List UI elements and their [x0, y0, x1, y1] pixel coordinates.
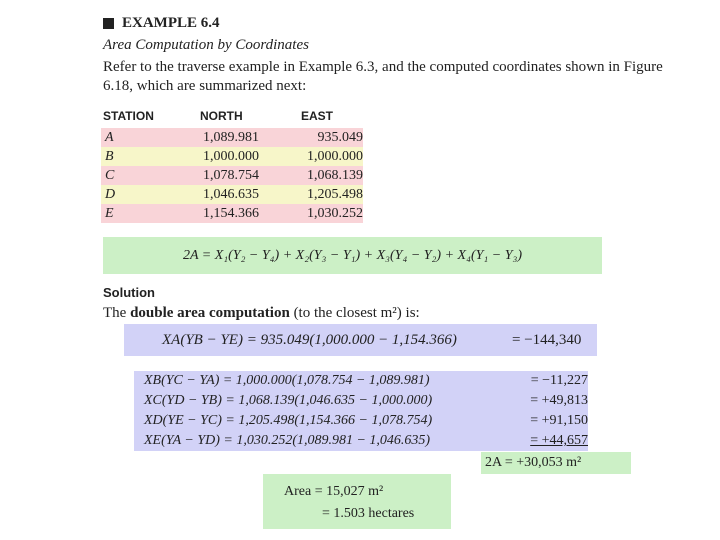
table-row: [101, 166, 363, 185]
station-cell: D: [105, 187, 116, 202]
table-row: [101, 147, 363, 166]
east-cell: 1,068.139: [307, 168, 363, 183]
north-cell: 1,046.635: [203, 187, 259, 202]
double-area-total-text: 2A = +30,053 m²: [485, 455, 582, 470]
computation-result: = +44,657: [530, 433, 588, 448]
computation-expression: XD(YE − YC) = 1,205.498(1,154.366 − 1,078.754): [144, 413, 433, 428]
table-row: [101, 128, 363, 147]
computation-row: [134, 431, 588, 450]
east-cell: 1,000.000: [307, 149, 363, 164]
station-cell: E: [105, 206, 114, 221]
east-cell: 1,205.498: [307, 187, 363, 202]
solution-label: Solution: [103, 285, 155, 300]
station-column-header: STATION: [103, 109, 154, 123]
north-cell: 1,154.366: [203, 206, 259, 221]
table-row: [101, 204, 363, 223]
computation-expression: XC(YD − YB) = 1,068.139(1,046.635 − 1,000.000): [144, 393, 433, 408]
area-hectares: = 1.503 hectares: [322, 506, 415, 521]
solution-text: [103, 305, 420, 322]
solution-text-bold: double area computation: [130, 305, 290, 321]
double-area-formula: 2A = X₁(Y₂ − Y₄) + X₂(Y₃ − Y₁) + X₃(Y₄ − Y₂) + X₄(Y₁ − Y₃): [103, 237, 602, 274]
station-cell: A: [105, 130, 114, 145]
example-subtitle: Area Computation by Coordinates: [103, 37, 309, 53]
solution-text-prefix: The: [103, 305, 131, 321]
north-cell: 1,089.981: [203, 130, 259, 145]
north-column-header: NORTH: [200, 109, 243, 123]
computation-rows: [134, 371, 588, 451]
computation-result: = +49,813: [530, 393, 588, 408]
computation-expression: XA(YB − YE) = 935.049(1,000.000 − 1,154.366): [162, 332, 457, 348]
computation-expression: XE(YA − YD) = 1,030.252(1,089.981 − 1,046.635): [144, 433, 431, 448]
double-area-total: [481, 452, 631, 474]
east-cell: 1,030.252: [307, 206, 363, 221]
east-column-header: EAST: [301, 109, 334, 123]
computation-result: = +91,150: [530, 413, 588, 428]
computation-row: [134, 371, 588, 390]
computation-expression: XB(YC − YA) = 1,000.000(1,078.754 − 1,089.981): [144, 373, 430, 388]
station-cell: C: [105, 168, 115, 183]
example-heading: [103, 15, 220, 32]
station-table: [101, 128, 363, 223]
computation-row: [134, 411, 588, 430]
first-computation: [124, 324, 597, 356]
solution-text-suffix: (to the closest m²) is:: [289, 305, 420, 321]
intro-paragraph: Refer to the traverse example in Example 6.3, and the computed coordinates shown in Figure 6.18, which are summarized next:: [103, 59, 663, 94]
example-heading-text: EXAMPLE 6.4: [122, 15, 220, 31]
square-bullet-icon: [103, 18, 114, 29]
area-result-box: [263, 474, 451, 529]
computation-result: = −11,227: [530, 373, 588, 388]
area-square-meters: Area = 15,027 m²: [284, 484, 384, 499]
computation-result: = −144,340: [512, 332, 582, 348]
north-cell: 1,000.000: [203, 149, 259, 164]
computation-row: [134, 391, 588, 410]
table-row: [101, 185, 363, 204]
east-cell: 935.049: [317, 130, 363, 145]
north-cell: 1,078.754: [203, 168, 259, 183]
station-cell: B: [105, 149, 114, 164]
